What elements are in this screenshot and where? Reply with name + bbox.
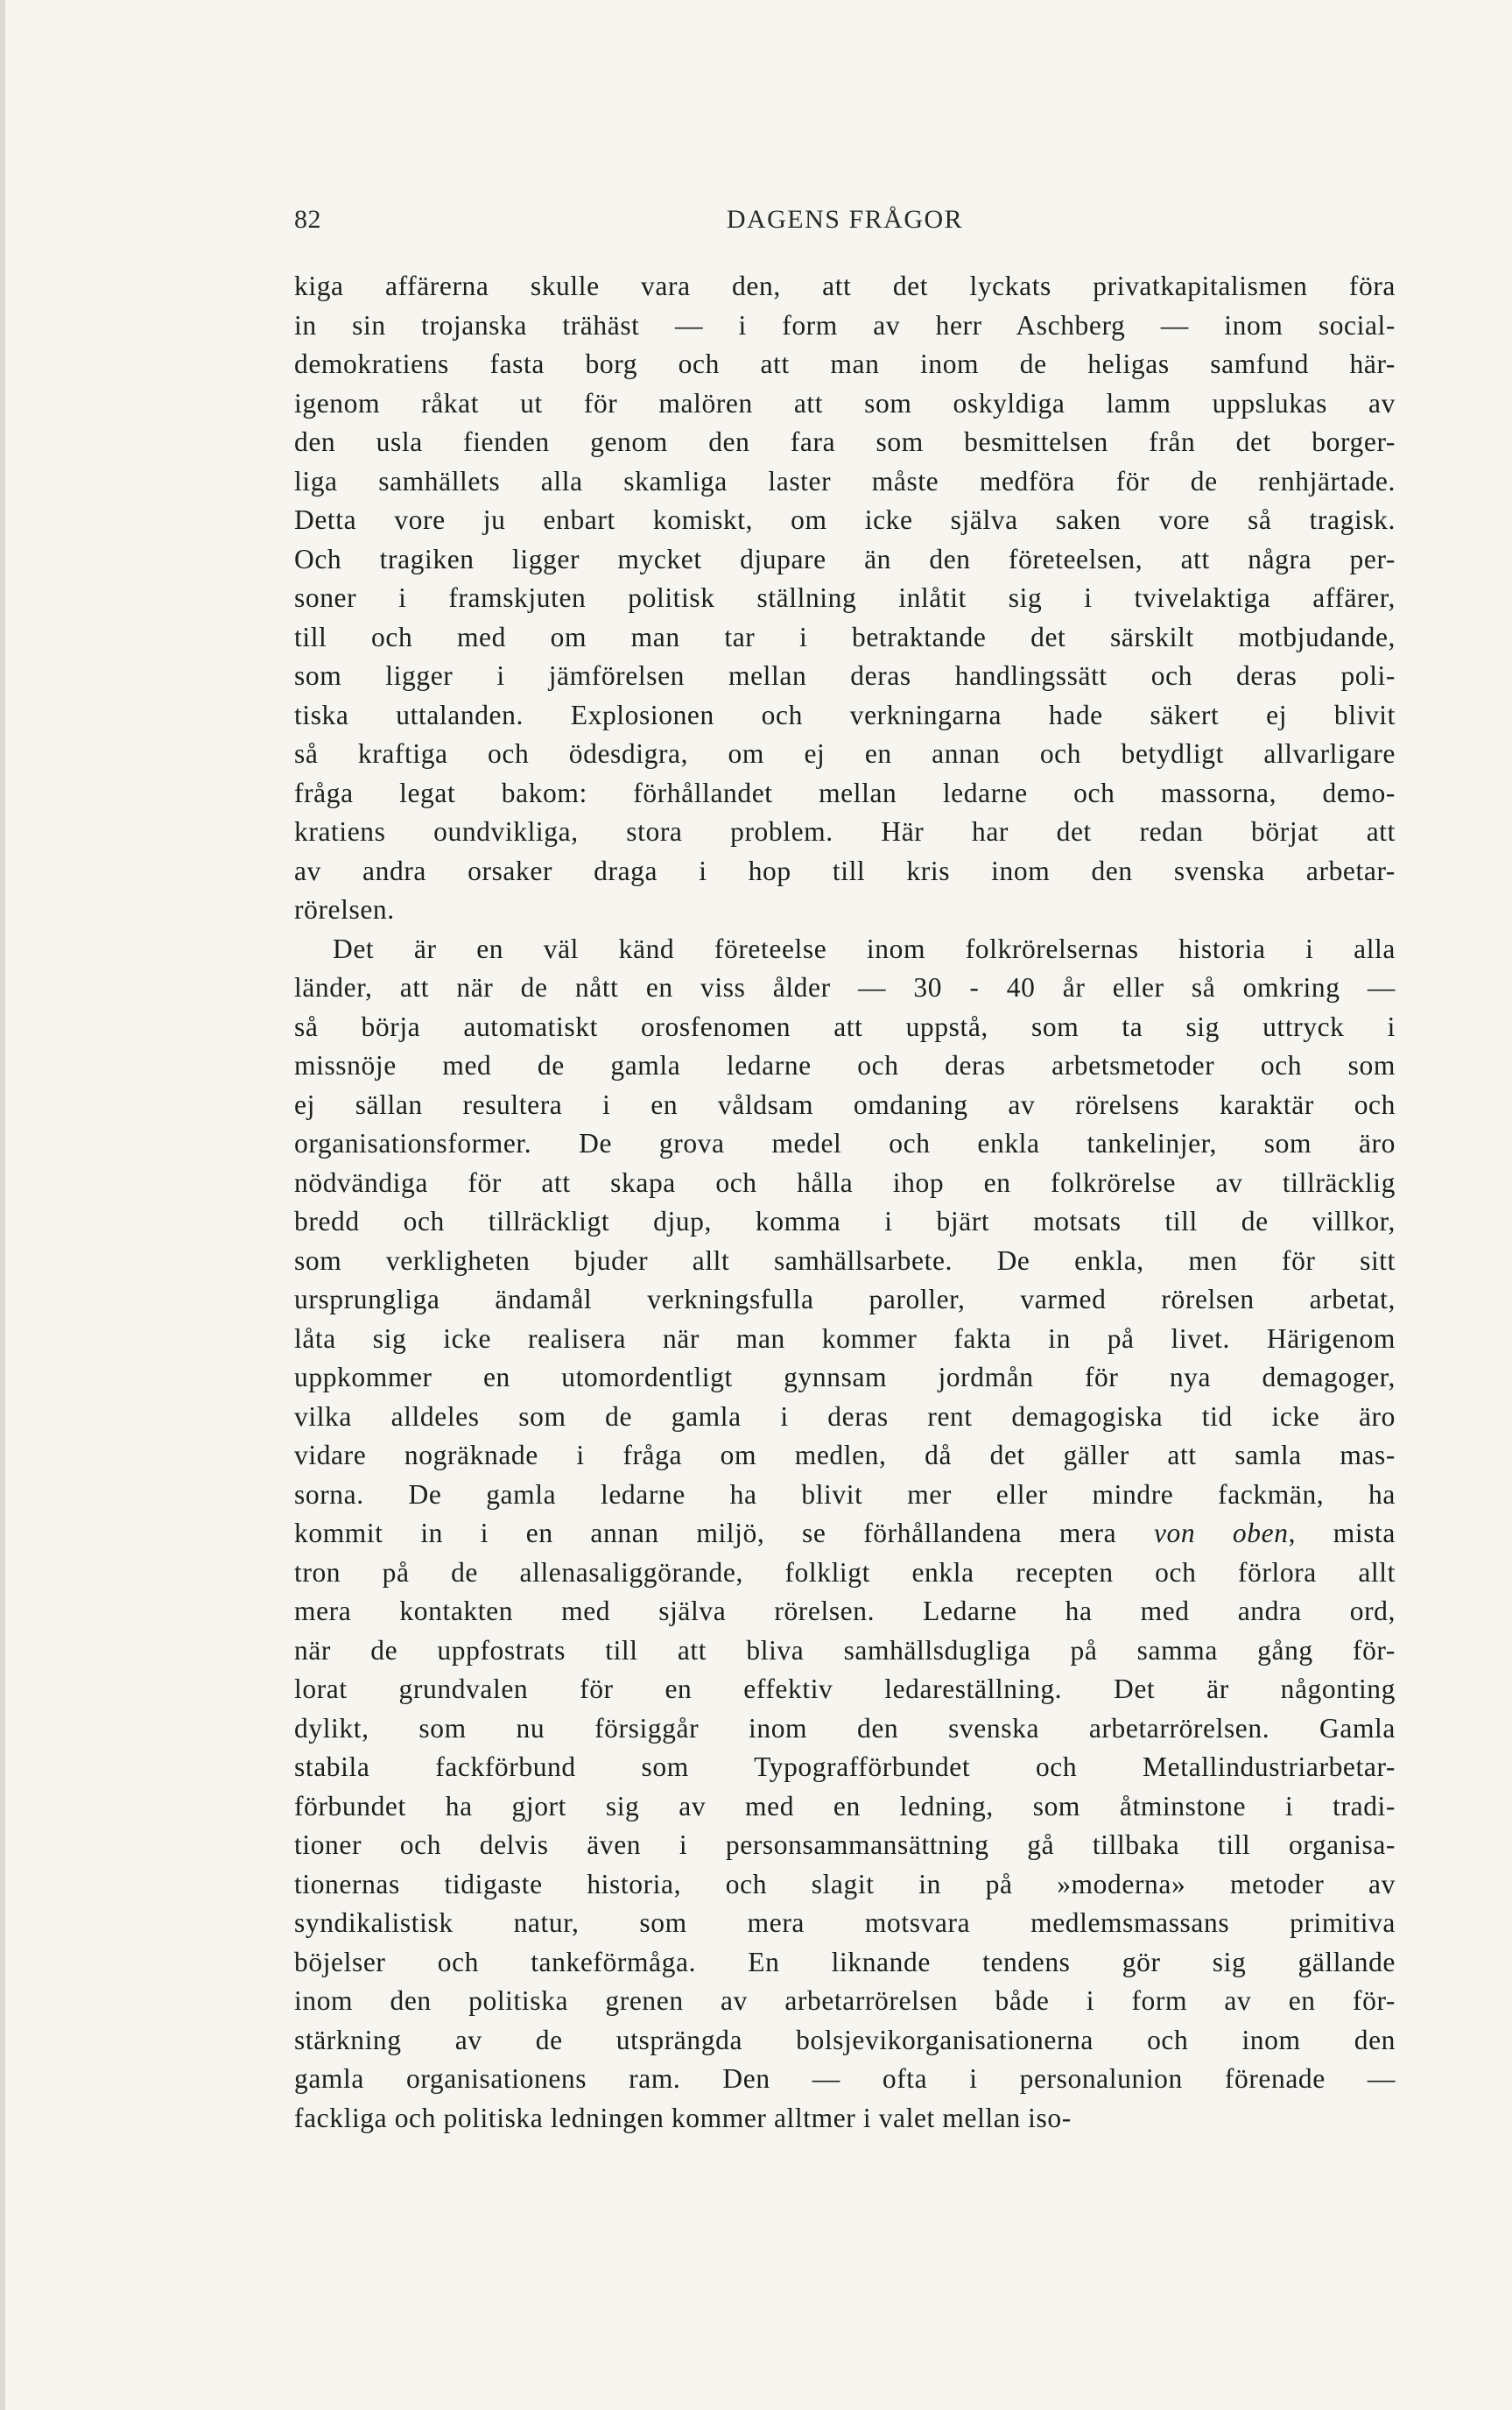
page-number: 82 bbox=[294, 205, 321, 234]
text-line: länder, att när de nått en viss ålder — 30 - 40 år eller så omkring — bbox=[294, 972, 1396, 1003]
text-line: demokratiens fasta borg och att man inom de heligas samfund här- bbox=[294, 349, 1396, 379]
text-line: rörelsen. bbox=[294, 894, 395, 925]
text-line: lorat grundvalen för en effektiv ledareställning. Det är någonting bbox=[294, 1674, 1396, 1704]
text-line: fråga legat bakom: förhållandet mellan ledarne och massorna, demo- bbox=[294, 777, 1396, 808]
text-line: igenom råkat ut för malören att som oskyldiga lamm uppslukas av bbox=[294, 387, 1396, 419]
text-line: soner i framskjuten politisk ställning inlåtit sig i tvivelaktiga affärer, bbox=[294, 582, 1396, 613]
text-line: av andra orsaker draga i hop till kris inom den svenska arbetar- bbox=[294, 855, 1396, 886]
text-line: uppkommer en utomordentligt gynnsam jordmån för nya demagoger, bbox=[294, 1362, 1396, 1392]
text-line: Och tragiken ligger mycket djupare än den företeelsen, att några per- bbox=[294, 543, 1396, 574]
text-line: dylikt, som nu försiggår inom den svenska arbetarrörelsen. Gamla bbox=[294, 1712, 1396, 1744]
text-line: förbundet ha gjort sig av med en ledning, som åtminstone i tradi- bbox=[294, 1790, 1396, 1822]
running-title: DAGENS FRÅGOR bbox=[726, 205, 964, 234]
text-line: stabila fackförbund som Typografförbundet och Metallindustriarbetar- bbox=[294, 1751, 1396, 1782]
text-line: tron på de allenasaliggörande, folkligt enkla recepten och förlora allt bbox=[294, 1556, 1396, 1588]
text-line: organisationsformer. De grova medel och enkla tankelinjer, som äro bbox=[294, 1128, 1396, 1159]
text-line: tioner och delvis även i personsammansättning gå tillbaka till organisa- bbox=[294, 1829, 1396, 1860]
text-line: inom den politiska grenen av arbetarrörelsen både i form av en för- bbox=[294, 1985, 1396, 2016]
text-line: ej sällan resultera i en våldsam omdaning av rörelsens karaktär och bbox=[294, 1089, 1396, 1120]
text-line: som verkligheten bjuder allt samhällsarbete. De enkla, men för sitt bbox=[294, 1244, 1396, 1276]
text-line: stärkning av de utsprängda bolsjevikorganisationerna och inom den bbox=[294, 2024, 1396, 2055]
text-line: vilka alldeles som de gamla i deras rent demagogiska tid icke äro bbox=[294, 1400, 1396, 1432]
text-line: syndikalistisk natur, som mera motsvara medlemsmassans primitiva bbox=[294, 1907, 1396, 1938]
text-line: den usla fienden genom den fara som besmittelsen från det borger- bbox=[294, 426, 1396, 457]
text-line: mera kontakten med själva rörelsen. Ledarne ha med andra ord, bbox=[294, 1596, 1396, 1626]
text-line: tionernas tidigaste historia, och slagit in på »moderna» metoder av bbox=[294, 1868, 1396, 1899]
text-line: gamla organisationens ram. Den — ofta i personalunion förenade — bbox=[294, 2063, 1396, 2094]
text-line: Detta vore ju enbart komiskt, om icke själva saken vore så tragisk. bbox=[294, 504, 1396, 535]
text-line: sorna. De gamla ledarne ha blivit mer eller mindre fackmän, ha bbox=[294, 1478, 1396, 1510]
text-line: kommit in i en annan miljö, se förhållandena mera von oben, mista bbox=[294, 1518, 1396, 1548]
text-line: missnöje med de gamla ledarne och deras arbetsmetoder och som bbox=[294, 1050, 1396, 1081]
text-line: så börja automatiskt orosfenomen att uppstå, som ta sig uttryck i bbox=[294, 1011, 1396, 1042]
text-line: fackliga och politiska ledningen kommer alltmer i valet mellan iso- bbox=[294, 2102, 1072, 2133]
text-line: in sin trojanska trähäst — i form av herr Aschberg — inom social- bbox=[294, 309, 1396, 341]
text-line: tiska uttalanden. Explosionen och verkningarna hade säkert ej blivit bbox=[294, 699, 1396, 730]
text-line: kiga affärerna skulle vara den, att det lyckats privatkapitalismen föra bbox=[294, 271, 1396, 301]
text-line: när de uppfostrats till att bliva samhällsdugliga på samma gång för- bbox=[294, 1634, 1396, 1666]
text-line: ursprungliga ändamål verkningsfulla paroller, varmed rörelsen arbetat, bbox=[294, 1284, 1396, 1314]
text-line: vidare nogräknade i fråga om medlen, då det gäller att samla mas- bbox=[294, 1440, 1396, 1470]
text-line: bredd och tillräckligt djup, komma i bjärt motsats till de villkor, bbox=[294, 1206, 1396, 1237]
text-line: till och med om man tar i betraktande det särskilt motbjudande, bbox=[294, 621, 1396, 652]
text-line: kratiens oundvikliga, stora problem. Här har det redan börjat att bbox=[294, 816, 1396, 847]
text-line: låta sig icke realisera när man kommer fakta in på livet. Härigenom bbox=[294, 1322, 1396, 1354]
text-line: Det är en väl känd företeelse inom folkrörelsernas historia i alla bbox=[333, 933, 1396, 964]
italic-phrase: von oben bbox=[1153, 1518, 1289, 1548]
page-edge-shadow bbox=[0, 0, 5, 2410]
page-header bbox=[294, 205, 1396, 240]
text-line: som ligger i jämförelsen mellan deras handlingssätt och deras poli- bbox=[294, 660, 1396, 691]
text-line: så kraftiga och ödesdigra, om ej en annan och betydligt allvarligare bbox=[294, 738, 1396, 769]
text-line: böjelser och tankeförmåga. En liknande tendens gör sig gällande bbox=[294, 1946, 1396, 1977]
body-text bbox=[294, 267, 1396, 2138]
text-line: liga samhällets alla skamliga laster måste medföra för de renhjärtade. bbox=[294, 465, 1396, 497]
text-line: nödvändiga för att skapa och hålla ihop en folkrörelse av tillräcklig bbox=[294, 1166, 1396, 1198]
